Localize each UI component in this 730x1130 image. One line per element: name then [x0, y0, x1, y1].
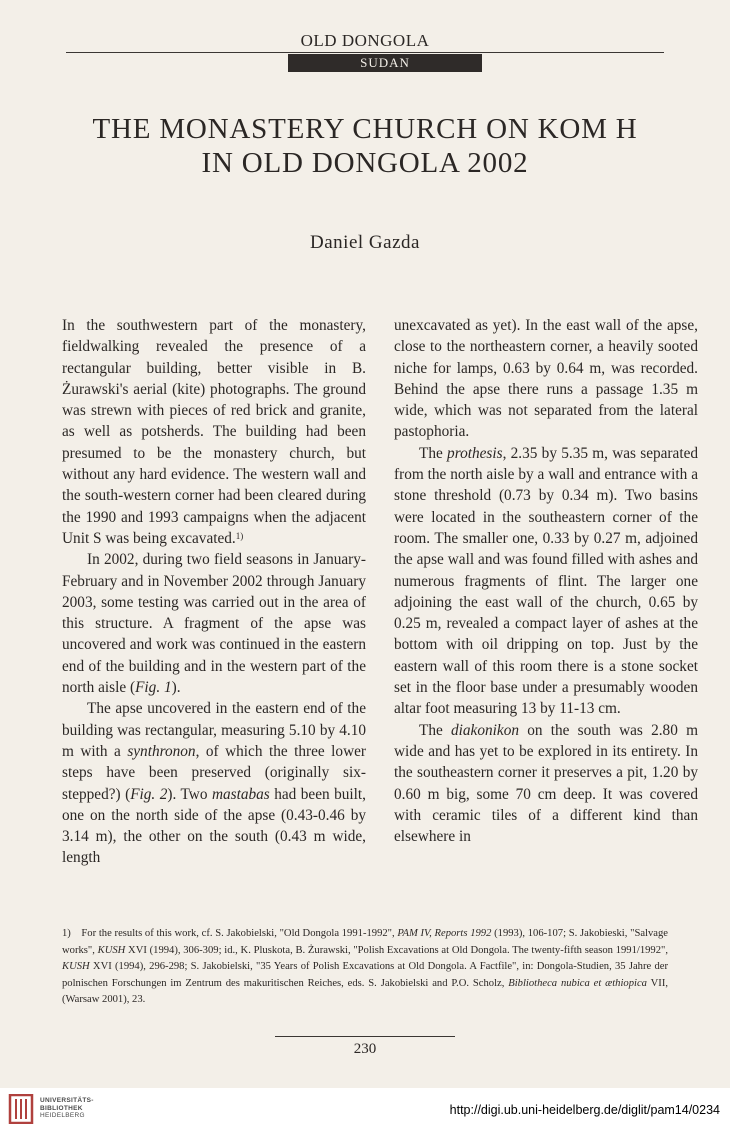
- footnote-ref[interactable]: 1): [235, 530, 244, 541]
- section-label: SUDAN: [288, 54, 482, 72]
- paragraph: [394, 720, 698, 848]
- footnote-text: (1993), 106-107; S. Jakobieski, "Salvage works",: [62, 928, 668, 956]
- library-name-line: BIBLIOTHEK: [40, 1104, 83, 1112]
- university-library-logo-icon: [8, 1094, 34, 1124]
- paragraph: [62, 698, 366, 868]
- paragraph-text: In 2002, during two field seasons in January-February and in November 2002 through January 2003, some testing was carried out in the area of this structure. A fragment of the apse was uncovered and work was continued in the eastern end of the building and in the western part of the north aisle (: [62, 551, 366, 697]
- author-name: Daniel Gazda: [310, 232, 420, 253]
- library-name: [40, 1097, 94, 1120]
- term: prothesis: [447, 444, 503, 462]
- paragraph-text: The: [419, 444, 448, 462]
- library-name-line: HEIDELBERG: [40, 1112, 85, 1119]
- paragraph-text: on the south was 2.80 m wide and has yet to be explored in its entirety. In the southeastern corner it preserves a pit, 1.20 by 0.60 m big, some 70 cm deep. It was covered with ceramic tiles of a different kind than elsewhere in: [394, 721, 698, 846]
- page-number: 230: [353, 1041, 377, 1057]
- right-column: [394, 315, 698, 847]
- page-number-rule: [275, 1036, 455, 1037]
- source-url-link[interactable]: http://digi.ub.uni-heidelberg.de/diglit/pam14/0234: [449, 1103, 720, 1117]
- title-line-2: IN OLD DONGOLA 2002: [201, 147, 529, 179]
- paragraph-text: ).: [171, 679, 181, 697]
- paragraph-text: The: [419, 721, 452, 739]
- left-column: [62, 315, 366, 869]
- running-title: OLD DONGOLA: [300, 31, 430, 50]
- term: diakonikon: [451, 721, 519, 739]
- figure-ref[interactable]: Fig. 1: [135, 679, 172, 697]
- footnote: [62, 926, 668, 1009]
- figure-ref[interactable]: Fig. 2: [130, 785, 168, 803]
- paragraph-text: ). Two: [167, 785, 212, 803]
- paragraph-text: , of which the three lower steps have been preserved (originally six-stepped?) (: [62, 742, 366, 803]
- footnote-text: 1) For the results of this work, cf. S. Jakobielski, "Old Dongola 1991-1992",: [62, 928, 398, 939]
- header-rule: [66, 52, 664, 53]
- library-name-line: UNIVERSITÄTS-: [40, 1097, 94, 1104]
- paragraph-text: had been built, one on the north side of the apse (0.43-0.46 by 3.14 m), the other on the south (0.43 m wide, length: [62, 785, 367, 867]
- paragraph-text: In the southwestern part of the monastery, fieldwalking revealed the presence of a rectangular building, better visible in B. Żurawski's aerial (kite) photographs. The ground was strewn with pieces of red brick and granite, as well as potsherds. The building had been presumed to be the monastery church, but without any hard evidence. The western wall and the south-western corner had been cleared during the 1990 and 1993 campaigns when the adjacent Unit S was being excavated.: [62, 317, 366, 547]
- footnote-title: Bibliotheca nubica et æthiopica: [508, 977, 647, 989]
- footnote-text: VII, (Warsaw 2001), 23.: [62, 977, 668, 1006]
- footnote-title: KUSH: [62, 961, 90, 973]
- footnote-title: KUSH: [97, 944, 126, 956]
- paragraph: [394, 443, 698, 720]
- footnote-title: PAM IV, Reports 1992: [397, 928, 492, 939]
- article-title: [40, 112, 690, 180]
- paragraph: [62, 549, 366, 698]
- footnote-text: XVI (1994), 296-298; S. Jakobielski, "35 Years of Polish Excavations at Old Dongola. A Factfile", in: Dongola-Studien, 35 Jahre der polnischen Forschungen im Zentrum des makuritischen Reiches, eds. S. Jakobielski and P.O. Scholz,: [62, 961, 668, 989]
- term: mastabas: [211, 785, 270, 803]
- paragraph: unexcavated as yet). In the east wall of the apse, close to the northeastern corner, a heavily sooted niche for lamps, 0.63 by 0.64 m, was recorded. Behind the apse there runs a passage 1.35 m wide, which was not separated from the lateral pastophoria.: [394, 317, 698, 441]
- term: synthronon: [127, 742, 196, 760]
- paragraph: [62, 315, 366, 549]
- title-line-1: THE MONASTERY CHURCH ON KOM H: [92, 113, 638, 145]
- footnote-text: XVI (1994), 306-309; id., K. Pluskota, B. Żurawski, "Polish Excavations at Old Dongola. The twenty-fifth season 1991/1992",: [125, 944, 668, 956]
- paragraph-text: , 2.35 by 5.35 m, was separated from the north aisle by a wall and entrance with a stone threshold (0.73 by 0.34 m). Two basins were located in the southeastern corner of the room. The smaller one, 0.33 by 0.27 m, adjoined the apse wall and was found filled with ashes and numerous fragments of flint. The larger one adjoining the east wall of the church, 0.65 by 0.25 m, revealed a compact layer of ashes at the bottom with oil dripping on top. Just by the eastern wall of this room there is a stone socket set in the floor base under a presumably wooden altar foot measuring 13 by 11-13 cm.: [394, 444, 699, 718]
- paragraph-text: The apse uncovered in the eastern end of the building was rectangular, measuring 5.10 by 4.10 m with a: [62, 700, 366, 760]
